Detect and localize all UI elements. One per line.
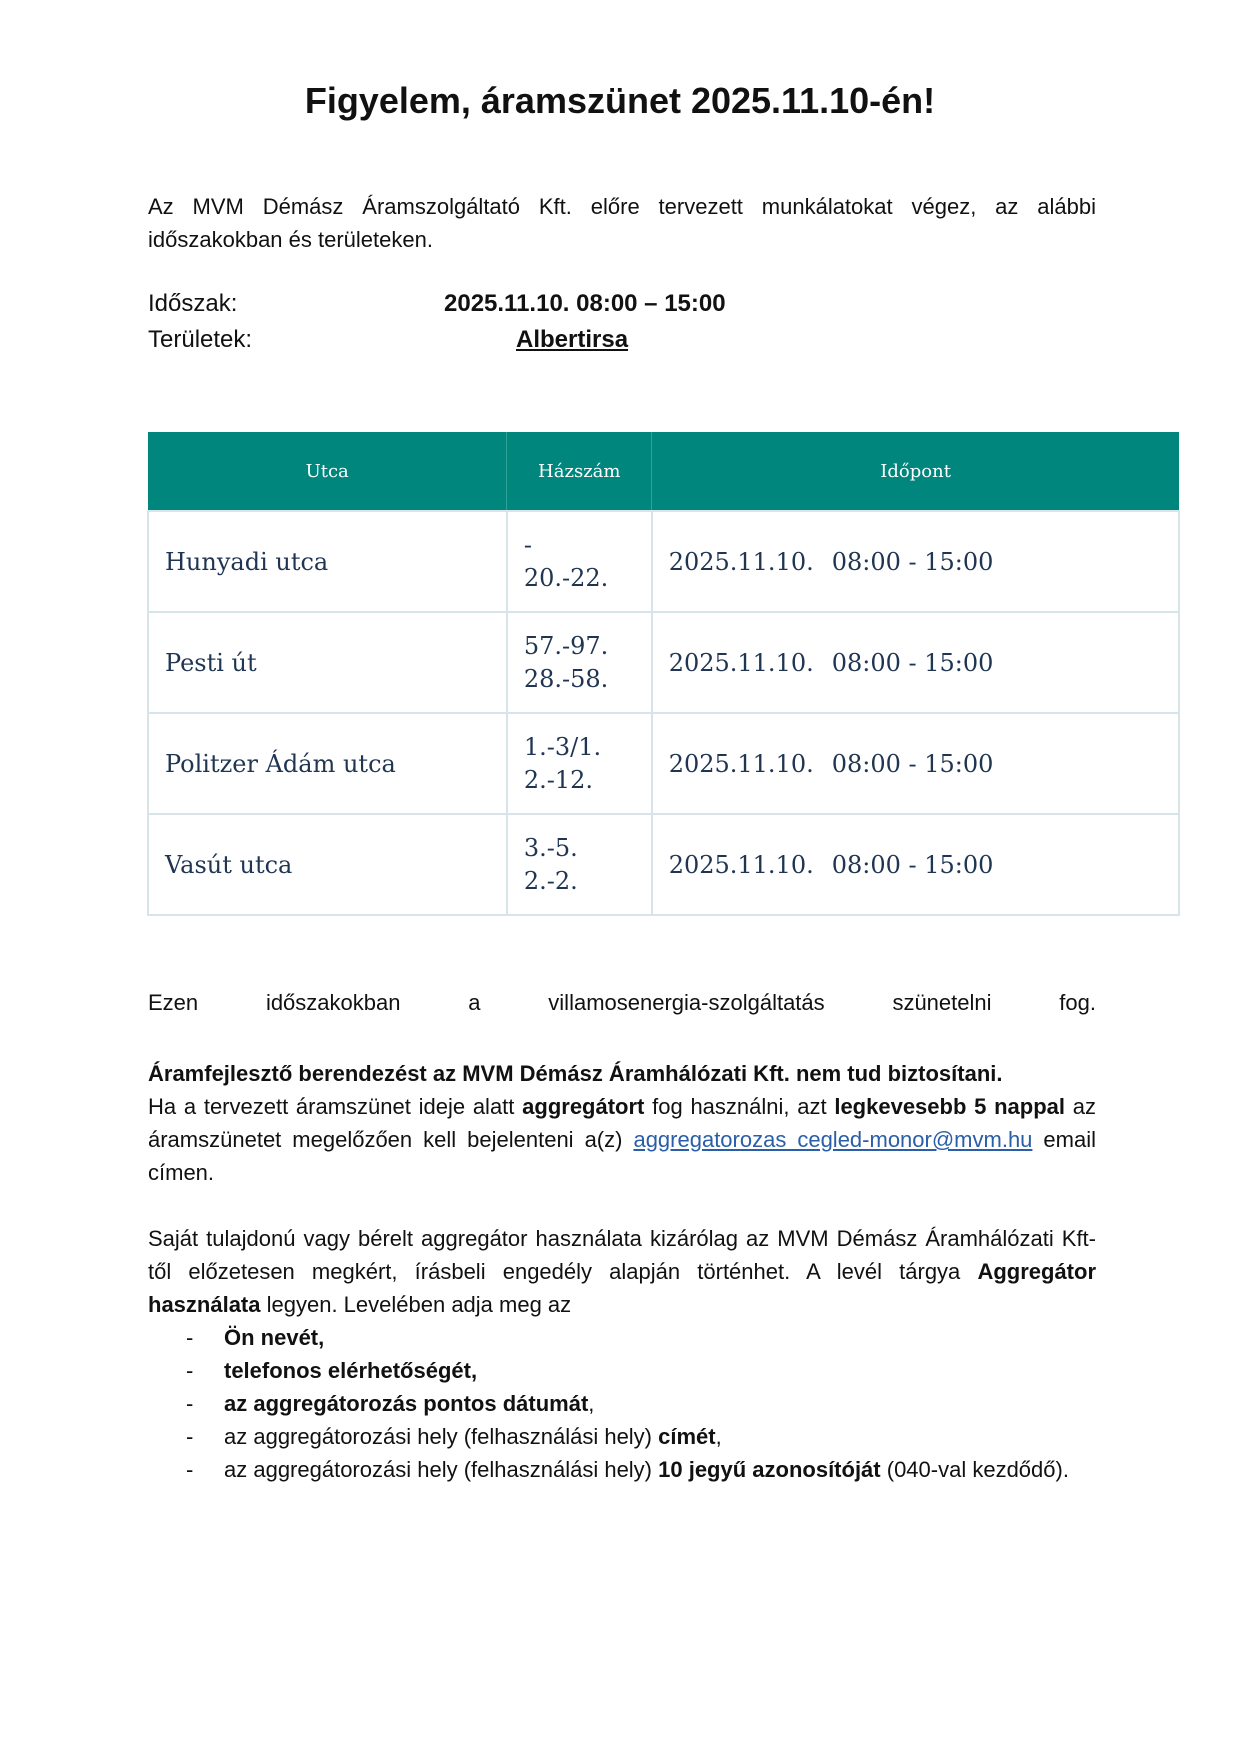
list-item <box>148 1420 1096 1453</box>
header-time: Időpont <box>652 432 1179 511</box>
email-link[interactable]: aggregatorozas cegled-monor@mvm.hu <box>633 1127 1033 1152</box>
house-number-odd: 3.-5. <box>523 833 578 862</box>
house-number-cell <box>507 713 652 814</box>
generator-text: fog használni, azt <box>644 1094 835 1119</box>
areas-value: Albertirsa <box>516 326 629 353</box>
notice-word: villamosenergia-szolgáltatás <box>548 990 825 1015</box>
house-number-cell <box>507 814 652 915</box>
deadline-bold: legkevesebb 5 nappal <box>834 1094 1066 1119</box>
header-street: Utca <box>148 432 507 511</box>
house-number-even: 28.-58. <box>523 664 609 693</box>
date-text: 2025.11.10. <box>668 749 814 778</box>
table-row <box>148 713 1179 814</box>
list-item-text: (040-val kezdődő). <box>880 1457 1069 1482</box>
house-number-cell <box>507 511 652 612</box>
time-text: 08:00 - 15:00 <box>831 749 994 778</box>
time-cell <box>652 713 1179 814</box>
header-house-number: Házszám <box>507 432 652 511</box>
notice-word: a <box>468 990 481 1015</box>
list-dash: - <box>186 1424 194 1449</box>
street-cell: Politzer Ádám utca <box>148 713 507 814</box>
generator-text: az áramszünetet megelőzően kell bejelenteni a(z) <box>148 1094 1096 1152</box>
list-dash: - <box>186 1391 194 1416</box>
notice-word: Ezen <box>148 990 199 1015</box>
table-row <box>148 814 1179 915</box>
list-item-text: , <box>588 1391 595 1416</box>
time-text: 08:00 - 15:00 <box>831 648 994 677</box>
house-number-even: 20.-22. <box>523 563 609 592</box>
page-title: Figyelem, áramszünet 2025.11.10-én! <box>304 80 936 121</box>
list-item-text: telefonos elérhetőségét, <box>224 1358 478 1383</box>
list-item <box>148 1387 1096 1420</box>
generator-text: Ha a tervezett áramszünet ideje alatt <box>148 1094 523 1119</box>
street-cell: Hunyadi utca <box>148 511 507 612</box>
list-item-text: az aggregátorozás pontos dátumát <box>224 1391 589 1416</box>
table-header-row <box>148 432 1179 511</box>
list-item-text: Ön nevét, <box>224 1325 325 1350</box>
list-item-text: az aggregátorozási hely (felhasználási hely) <box>224 1424 659 1449</box>
notice-word: fog. <box>1059 990 1096 1015</box>
list-dash: - <box>186 1358 194 1383</box>
house-number-even: 2.-2. <box>523 866 578 895</box>
date-text: 2025.11.10. <box>668 648 814 677</box>
subject-bold: Aggregátor használata <box>148 1259 1096 1317</box>
date-text: 2025.11.10. <box>668 850 814 879</box>
list-item-text: , <box>715 1424 722 1449</box>
permission-text: legyen. Levelében adja meg az <box>260 1292 572 1317</box>
house-number-odd: 57.-97. <box>523 631 609 660</box>
list-item-text: 10 jegyű azonosítóját <box>658 1457 881 1482</box>
list-item <box>148 1321 1096 1354</box>
permission-paragraph <box>148 1222 1096 1321</box>
time-cell <box>652 511 1179 612</box>
areas-label: Területek: <box>148 326 253 353</box>
list-item-text: az aggregátorozási hely (felhasználási hely) <box>224 1457 659 1482</box>
generator-warning: Áramfejlesztő berendezést az MVM Démász Áramhálózati Kft. nem tud biztosítani. <box>148 1061 1003 1086</box>
generator-bold: aggregátort <box>522 1094 645 1119</box>
time-text: 08:00 - 15:00 <box>831 850 994 879</box>
table-row <box>148 511 1179 612</box>
service-suspension-notice <box>148 990 1096 1016</box>
list-item <box>148 1354 1096 1387</box>
list-dash: - <box>186 1457 194 1482</box>
house-number-cell <box>507 612 652 713</box>
generator-text: email címen. <box>148 1127 1096 1185</box>
list-item-text: címét <box>658 1424 716 1449</box>
permission-text: Saját tulajdonú vagy bérelt aggregátor használata kizárólag az MVM Démász Áramhálózati Kft-től előzetesen megkért, írásbeli engedély alapján történhet. A levél tárgya <box>148 1226 1096 1284</box>
street-cell: Vasút utca <box>148 814 507 915</box>
time-cell <box>652 612 1179 713</box>
outage-table <box>147 432 1180 916</box>
required-info-list <box>148 1321 1096 1486</box>
house-number-odd: 1.-3/1. <box>523 732 602 761</box>
street-cell: Pesti út <box>148 612 507 713</box>
notice-word: időszakokban <box>265 990 401 1015</box>
table-row <box>148 612 1179 713</box>
list-item <box>148 1453 1096 1486</box>
list-dash: - <box>186 1325 194 1350</box>
intro-paragraph: Az MVM Démász Áramszolgáltató Kft. előre tervezett munkálatokat végez, az alábbi időszakokban és területeken. <box>148 194 1096 252</box>
house-number-even: 2.-12. <box>523 765 594 794</box>
notice-word: szünetelni <box>892 990 992 1015</box>
period-value: 2025.11.10. 08:00 – 15:00 <box>444 290 726 317</box>
time-cell <box>652 814 1179 915</box>
time-text: 08:00 - 15:00 <box>831 547 994 576</box>
date-text: 2025.11.10. <box>668 547 814 576</box>
period-label: Időszak: <box>148 290 238 317</box>
generator-paragraph <box>148 1057 1096 1189</box>
house-number-odd: - <box>523 530 532 559</box>
